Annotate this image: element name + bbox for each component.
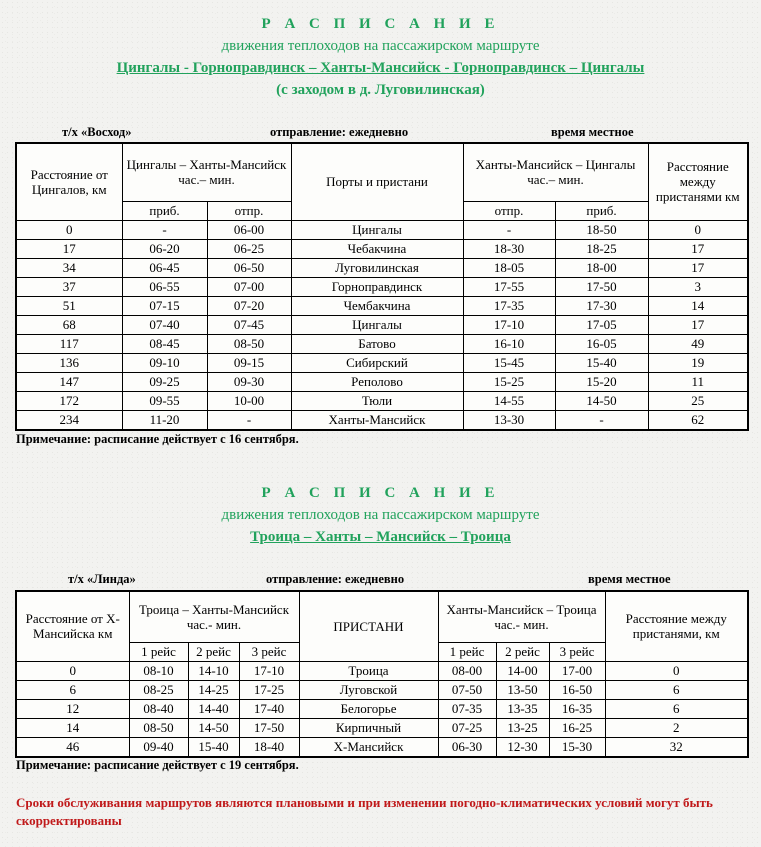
schedule-title-1: Р А С П И С А Н И Е <box>261 16 500 32</box>
table-row <box>16 410 748 430</box>
table-cell: 06-55 <box>122 277 207 296</box>
table-cell: 49 <box>648 334 748 353</box>
table-cell: Ханты-Мансийск <box>291 410 463 430</box>
route-name-2: Троица – Ханты – Мансийск – Троица <box>250 529 511 545</box>
table-cell: 11-20 <box>122 410 207 430</box>
table-cell: 14-55 <box>463 391 555 410</box>
table-row <box>16 258 748 277</box>
table-cell: 51 <box>16 296 122 315</box>
table-row <box>16 699 748 718</box>
table-cell: 08-40 <box>129 699 188 718</box>
table-cell: Чембакчина <box>291 296 463 315</box>
schedule-table-2 <box>15 590 749 758</box>
table-cell: Горноправдинск <box>291 277 463 296</box>
table-cell: 13-30 <box>463 410 555 430</box>
table-cell: 62 <box>648 410 748 430</box>
table-cell: Луговской <box>299 680 438 699</box>
table-cell: 18-30 <box>463 239 555 258</box>
table-cell: 14 <box>16 718 129 737</box>
table-cell: - <box>207 410 291 430</box>
table-row <box>16 315 748 334</box>
table-cell: 07-25 <box>438 718 496 737</box>
table-cell: 17-10 <box>239 661 299 680</box>
table-cell: 09-15 <box>207 353 291 372</box>
table-cell: 14-50 <box>188 718 239 737</box>
table-cell: 16-05 <box>555 334 648 353</box>
table-cell: 07-40 <box>122 315 207 334</box>
table-cell: 19 <box>648 353 748 372</box>
departure-info-1: отправление: ежедневно <box>270 125 409 139</box>
table-cell: 17-40 <box>239 699 299 718</box>
table-cell: 06-20 <box>122 239 207 258</box>
header-distance-between: Расстояние между пристанями, км <box>605 591 748 661</box>
table-cell: 18-40 <box>239 737 299 757</box>
table-cell: 15-30 <box>549 737 605 757</box>
table-row <box>16 737 748 757</box>
table-cell: Сибирский <box>291 353 463 372</box>
table-cell: 17-30 <box>555 296 648 315</box>
table-cell: 0 <box>16 220 122 239</box>
table-cell: 10-00 <box>207 391 291 410</box>
table-cell: 09-55 <box>122 391 207 410</box>
table-cell: 08-00 <box>438 661 496 680</box>
table-cell: 15-45 <box>463 353 555 372</box>
table-cell: 06-00 <box>207 220 291 239</box>
table-row <box>16 372 748 391</box>
table-cell: 08-10 <box>129 661 188 680</box>
table-cell: 09-25 <box>122 372 207 391</box>
header-back-trip-1: 1 рейс <box>438 642 496 661</box>
table-cell: 147 <box>16 372 122 391</box>
table-cell: Кирпичный <box>299 718 438 737</box>
table-row <box>16 661 748 680</box>
table-cell: 0 <box>605 661 748 680</box>
table-cell: 17-25 <box>239 680 299 699</box>
table-cell: 17 <box>648 315 748 334</box>
header-distance-from: Расстояние от Х-Мансийска км <box>16 591 129 661</box>
table-cell: 09-30 <box>207 372 291 391</box>
table-cell: 07-35 <box>438 699 496 718</box>
header-direction-forward: Цингалы – Ханты-Мансийск час.– мин. <box>122 143 291 201</box>
table-cell: 09-40 <box>129 737 188 757</box>
table-cell: 234 <box>16 410 122 430</box>
table-cell: Х-Мансийск <box>299 737 438 757</box>
table-cell: 37 <box>16 277 122 296</box>
header-trip-2: 2 рейс <box>188 642 239 661</box>
header-departure: отпр. <box>207 201 291 220</box>
header-distance-between: Расстояние между пристанями км <box>648 143 748 220</box>
table-row <box>16 296 748 315</box>
table-cell: Батово <box>291 334 463 353</box>
table-row <box>16 220 748 239</box>
table-cell: 11 <box>648 372 748 391</box>
table-cell: 13-50 <box>496 680 549 699</box>
table-cell: Луговилинская <box>291 258 463 277</box>
table-cell: 12 <box>16 699 129 718</box>
table-cell: 14-50 <box>555 391 648 410</box>
table-cell: 07-20 <box>207 296 291 315</box>
table-cell: 07-45 <box>207 315 291 334</box>
table-cell: 06-45 <box>122 258 207 277</box>
header-arrival: приб. <box>122 201 207 220</box>
remark-1: Примечание: расписание действует с 16 сентября. <box>16 432 299 446</box>
header-direction-back: Ханты-Мансийск – Троица час.- мин. <box>438 591 605 642</box>
table-cell: 18-25 <box>555 239 648 258</box>
header-piers: ПРИСТАНИ <box>299 591 438 661</box>
warning-text: Сроки обслуживания маршрутов являются плановыми и при изменении погодно-климатических условий могут быть скорректированы <box>16 795 713 828</box>
table-cell: - <box>555 410 648 430</box>
table-cell: 6 <box>605 680 748 699</box>
time-note-1: время местное <box>551 125 634 139</box>
table-cell: 17 <box>648 258 748 277</box>
table-cell: Реполово <box>291 372 463 391</box>
table-cell: 15-40 <box>555 353 648 372</box>
header-trip-1: 1 рейс <box>129 642 188 661</box>
vessel-name-1: т/х «Восход» <box>62 125 132 139</box>
table-row <box>16 680 748 699</box>
table-row <box>16 391 748 410</box>
header-back-arrival: приб. <box>555 201 648 220</box>
table-row <box>16 334 748 353</box>
table-cell: 117 <box>16 334 122 353</box>
table-cell: Белогорье <box>299 699 438 718</box>
table-cell: Троица <box>299 661 438 680</box>
table-row <box>16 239 748 258</box>
table-cell: 17-05 <box>555 315 648 334</box>
table-cell: 15-20 <box>555 372 648 391</box>
header-back-trip-2: 2 рейс <box>496 642 549 661</box>
schedule-table-1 <box>15 142 749 431</box>
schedule-subtitle-2: движения теплоходов на пассажирском маршруте <box>221 507 540 523</box>
table-cell: - <box>463 220 555 239</box>
table-cell: 14-10 <box>188 661 239 680</box>
table-cell: 2 <box>605 718 748 737</box>
table-cell: 06-30 <box>438 737 496 757</box>
table-cell: 17 <box>648 239 748 258</box>
table-cell: 3 <box>648 277 748 296</box>
departure-info-2: отправление: ежедневно <box>266 572 405 586</box>
header-trip-3: 3 рейс <box>239 642 299 661</box>
table-cell: 32 <box>605 737 748 757</box>
table-cell: 14-40 <box>188 699 239 718</box>
table-row <box>16 718 748 737</box>
table-cell: 16-35 <box>549 699 605 718</box>
table-cell: 15-40 <box>188 737 239 757</box>
table-cell: 07-15 <box>122 296 207 315</box>
table-cell: 06-50 <box>207 258 291 277</box>
header-ports: Порты и пристани <box>291 143 463 220</box>
table-cell: 68 <box>16 315 122 334</box>
schedule-title-2: Р А С П И С А Н И Е <box>261 485 500 501</box>
table-cell: 0 <box>648 220 748 239</box>
table-cell: Цингалы <box>291 315 463 334</box>
table-cell: 09-10 <box>122 353 207 372</box>
vessel-name-2: т/х «Линда» <box>68 572 136 586</box>
table-cell: 136 <box>16 353 122 372</box>
table-cell: 06-25 <box>207 239 291 258</box>
table-cell: 08-50 <box>207 334 291 353</box>
table-cell: 14-00 <box>496 661 549 680</box>
table-cell: 25 <box>648 391 748 410</box>
table-cell: - <box>122 220 207 239</box>
header-direction-back: Ханты-Мансийск – Цингалы час.– мин. <box>463 143 648 201</box>
table-cell: 08-25 <box>129 680 188 699</box>
table-cell: 172 <box>16 391 122 410</box>
table-row <box>16 353 748 372</box>
header-back-trip-3: 3 рейс <box>549 642 605 661</box>
table-cell: 14 <box>648 296 748 315</box>
table-cell: 17-10 <box>463 315 555 334</box>
table-cell: 18-50 <box>555 220 648 239</box>
schedule-subtitle-1: движения теплоходов на пассажирском маршруте <box>221 38 540 54</box>
table-cell: 15-25 <box>463 372 555 391</box>
table-cell: 6 <box>16 680 129 699</box>
table-cell: Чебакчина <box>291 239 463 258</box>
table-cell: 6 <box>605 699 748 718</box>
header-direction-forward: Троица – Ханты-Мансийск час.- мин. <box>129 591 299 642</box>
table-cell: 34 <box>16 258 122 277</box>
table-cell: 08-45 <box>122 334 207 353</box>
route-name-1: Цингалы - Горноправдинск – Ханты-Мансийск - Горноправдинск – Цингалы <box>116 60 645 76</box>
table-cell: 13-35 <box>496 699 549 718</box>
table-cell: 17 <box>16 239 122 258</box>
time-note-2: время местное <box>588 572 671 586</box>
table-cell: 14-25 <box>188 680 239 699</box>
table-cell: 13-25 <box>496 718 549 737</box>
table-cell: 0 <box>16 661 129 680</box>
table-cell: 18-00 <box>555 258 648 277</box>
table-cell: 17-50 <box>555 277 648 296</box>
table-cell: 07-50 <box>438 680 496 699</box>
table-cell: 16-10 <box>463 334 555 353</box>
table-cell: 08-50 <box>129 718 188 737</box>
table-cell: Тюли <box>291 391 463 410</box>
header-back-departure: отпр. <box>463 201 555 220</box>
table-row <box>16 277 748 296</box>
table-cell: 16-25 <box>549 718 605 737</box>
header-distance-from: Расстояние от Цингалов, км <box>16 143 122 220</box>
table-cell: 18-05 <box>463 258 555 277</box>
table-cell: 17-00 <box>549 661 605 680</box>
table-cell: 12-30 <box>496 737 549 757</box>
table-cell: 16-50 <box>549 680 605 699</box>
table-cell: 17-55 <box>463 277 555 296</box>
table-cell: Цингалы <box>291 220 463 239</box>
route-note-1: (с заходом в д. Луговилинская) <box>276 82 485 98</box>
table-cell: 07-00 <box>207 277 291 296</box>
table-cell: 17-35 <box>463 296 555 315</box>
remark-2: Примечание: расписание действует с 19 сентября. <box>16 758 299 772</box>
table-cell: 46 <box>16 737 129 757</box>
table-cell: 17-50 <box>239 718 299 737</box>
